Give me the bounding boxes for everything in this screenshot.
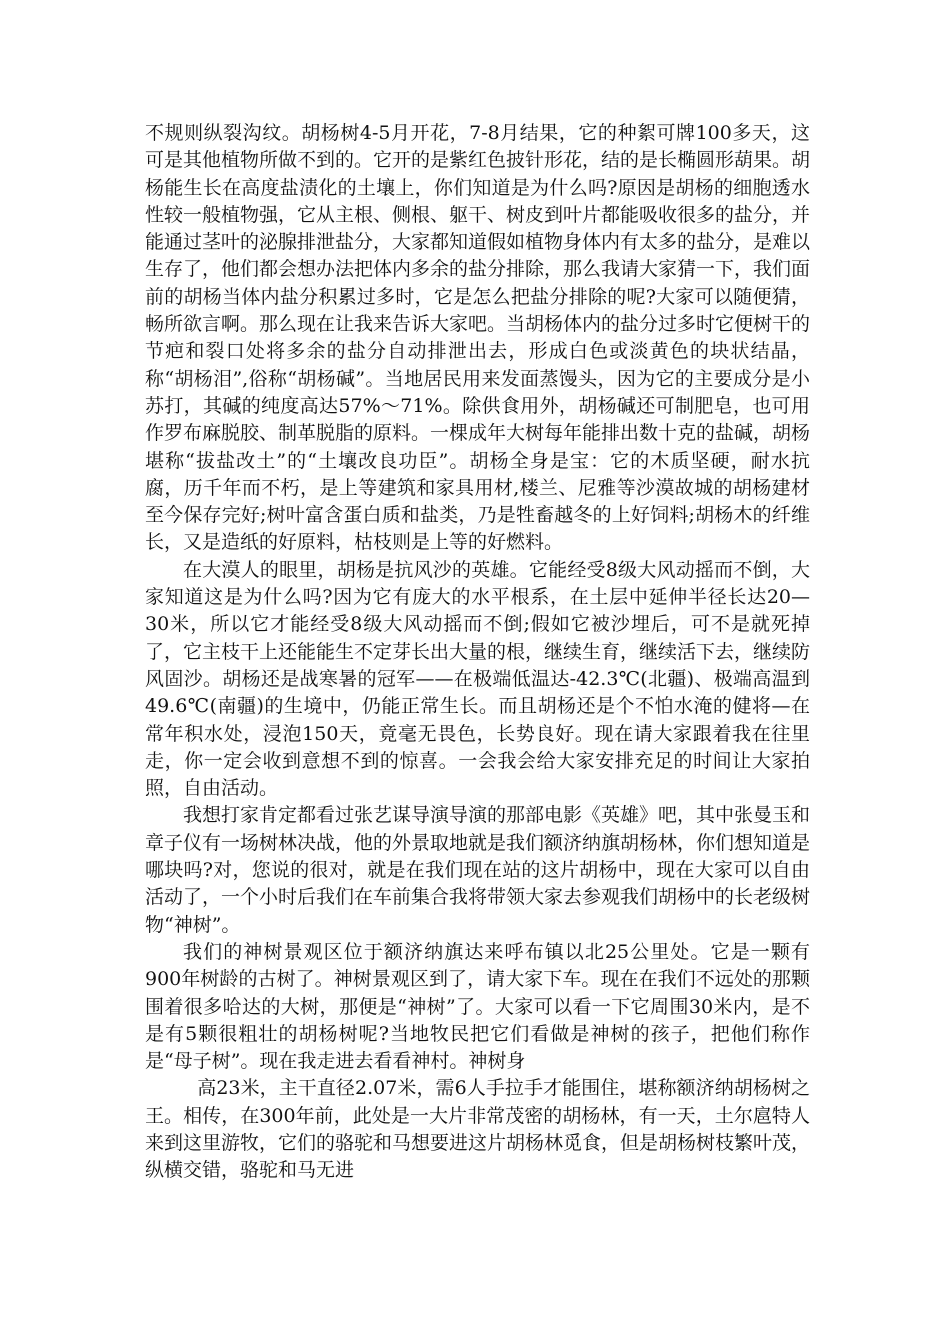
document-page (145, 120, 810, 1185)
paragraph-2: 在大漠人的眼里，胡杨是抗风沙的英雄。它能经受8级大风动摇而不倒，大家知道这是为什么吗?因为它有庞大的水平根系，在土层中延伸半径长达20—30米，所以它才能经受8级大风动摇而不倒;假如它被沙埋后，可不是就死掉了，它主枝干上还能能生不定芽长出大量的根，继续生育，继续活下去，继续防风固沙。胡杨还是战寒暑的冠军——在极端低温达-42.3℃(北疆)、极端高温到49.6℃(南疆)的生境中，仍能正常生长。而且胡杨还是个不怕水淹的健将—在常年积水处，浸泡150天，竟毫无畏色，长势良好。现在请大家跟着我在往里走，你一定会收到意想不到的惊喜。一会我会给大家安排充足的时间让大家拍照，自由活动。 (145, 558, 811, 800)
paragraph-4: 我们的神树景观区位于额济纳旗达来呼布镇以北25公里处。它是一颗有900年树龄的古树了。神树景观区到了，请大家下车。现在在我们不远处的那颗围着很多哈达的大树，那便是“神树”了。大家可以看一下它周围30米内，是不是有5颗很粗壮的胡杨树呢?当地牧民把它们看做是神树的孩子，把他们称作是“母子树”。现在我走进去看看神村。神树身 (145, 940, 810, 1073)
paragraph-1: 不规则纵裂沟纹。胡杨树4-5月开花，7-8月结果，它的种絮可牌100多天，这可是其他植物所做不到的。它开的是紫红色披针形花，结的是长椭圆形葫果。胡杨能生长在高度盐渍化的土壤上，你们知道是为什么吗?原因是胡杨的细胞透水性较一般植物强，它从主根、侧根、躯干、树皮到叶片都能吸收很多的盐分，并能通过茎叶的泌腺排泄盐分，大家都知道假如植物身体内有太多的盐分，是难以生存了，他们都会想办法把体内多余的盐分排除，那么我请大家猜一下，我们面前的胡杨当体内盐分积累过多时，它是怎么把盐分排除的呢?大家可以随便猜，畅所欲言啊。那么现在让我来告诉大家吧。当胡杨体内的盐分过多时它便树干的节疤和裂口处将多余的盐分自动排泄出去，形成白色或淡黄色的块状结晶，称“胡杨泪”,俗称“胡杨碱”。当地居民用来发面蒸馒头，因为它的主要成分是小苏打，其碱的纯度高达57%～71%。除供食用外，胡杨碱还可制肥皂，也可用作罗布麻脱胶、制革脱脂的原料。一棵成年大树每年能排出数十克的盐碱，胡杨堪称“拔盐改土”的“土壤改良功臣”。胡杨全身是宝：它的木质坚硬，耐水抗腐，历千年而不朽，是上等建筑和家具用材,楼兰、尼雅等沙漠故城的胡杨建材至今保存完好;树叶富含蛋白质和盐类，乃是牲畜越冬的上好饲料;胡杨木的纤维长，又是造纸的好原料，枯枝则是上等的好燃料。 (145, 122, 811, 554)
paragraph-3: 我想打家肯定都看过张艺谋导演导演的那部电影《英雄》吧，其中张曼玉和章子仪有一场树林决战，他的外景取地就是我们额济纳旗胡杨林，你们想知道是哪块吗?对，您说的很对，就是在我们现在站的这片胡杨中，现在大家可以自由活动了，一个小时后我们在车前集合我将带领大家去参观我们胡杨中的长老级树物“神树”。 (145, 804, 811, 936)
paragraph-5: 高23米，主干直径2.07米，需6人手拉手才能围住，堪称额济纳胡杨树之王。相传，在300年前，此处是一大片非常茂密的胡杨林，有一天，土尔扈特人来到这里游牧，它们的骆驼和马想要进这片胡杨林觅食，但是胡杨树枝繁叶茂，纵横交错，骆驼和马无进 (145, 1077, 811, 1182)
